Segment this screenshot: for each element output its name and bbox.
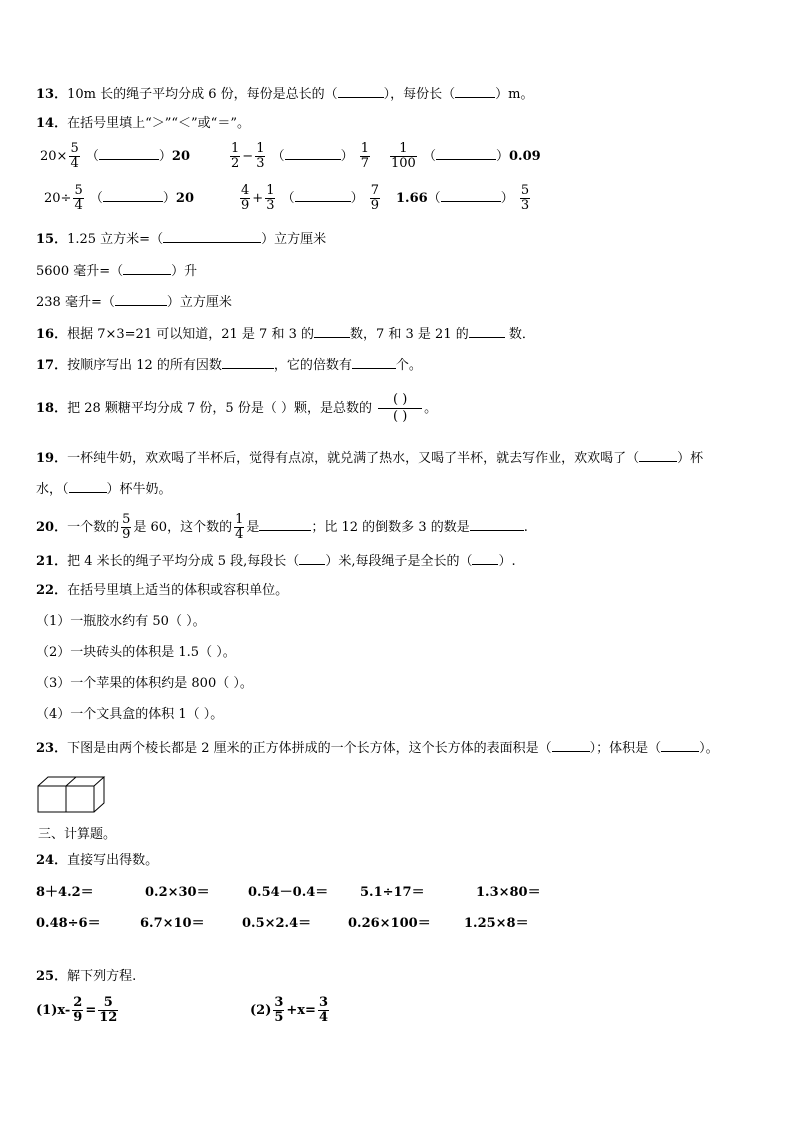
answer-blank[interactable] (661, 738, 699, 752)
numerator: 1 (256, 141, 265, 156)
number: 1.66 (396, 191, 428, 206)
answer-blank[interactable] (299, 551, 325, 565)
operator: − (242, 149, 254, 164)
numerator: 5 (70, 141, 79, 156)
denominator: 12 (99, 1010, 118, 1025)
question-22 (36, 583, 288, 599)
fraction (370, 184, 380, 213)
compare-item (396, 184, 532, 213)
paren: （ (85, 149, 99, 164)
calc-item: 0.26×100＝ (348, 916, 431, 931)
calc-item: 8＋4.2＝ (36, 885, 94, 900)
question-text: 238 毫升=（ (36, 295, 115, 310)
fraction (234, 513, 244, 542)
question-text: 数，7 和 3 是 21 的 (349, 327, 469, 342)
equation-text: (1)x- (36, 1003, 71, 1018)
question-19-b (36, 479, 172, 498)
question-text: 1.25 立方米=（ (67, 232, 164, 247)
question-text: ）。 (699, 741, 719, 756)
paren: （ (271, 149, 285, 164)
denominator: ( ) (378, 408, 422, 425)
denominator: 3 (520, 198, 530, 213)
denominator: 9 (241, 198, 250, 213)
question-number: 16． (36, 327, 68, 342)
denominator: 3 (256, 156, 265, 171)
paren: ） (158, 149, 172, 164)
numerator: ( ) (392, 392, 408, 407)
calc-item: 0.5×2.4＝ (242, 916, 312, 931)
question-number: 22． (36, 583, 68, 598)
question-number: 17． (36, 358, 68, 373)
question-text: 在括号里填上“＞”“＜”或“＝”。 (67, 116, 250, 131)
answer-blank[interactable] (469, 324, 505, 338)
answer-blank[interactable] (441, 188, 501, 202)
denominator: 2 (231, 156, 240, 171)
denominator: 9 (122, 527, 131, 542)
section-heading: 三、计算题。 (38, 827, 117, 842)
paren: （ (422, 149, 436, 164)
question-15 (36, 229, 326, 248)
calc-item: 5.1÷17＝ (360, 885, 425, 900)
fraction (265, 184, 275, 213)
numerator: 5 (74, 183, 83, 198)
calc-item: 6.7×10＝ (140, 916, 205, 931)
answer-blank[interactable] (103, 188, 163, 202)
number: 20 (171, 149, 190, 164)
equation-text: = (85, 1003, 97, 1018)
sub-question: （3）一个苹果的体积约是 800（ ）。 (36, 676, 253, 691)
compare-item (238, 184, 382, 213)
numerator: 1 (360, 141, 370, 156)
compare-item (40, 142, 190, 171)
question-text: 下图是由两个棱长都是 2 厘米的正方体拼成的一个长方体，这个长方体的表面积是（ (67, 741, 552, 756)
equation-text: (2) (250, 1003, 272, 1018)
question-text: 解下列方程. (67, 969, 137, 984)
compare-item (228, 142, 372, 171)
compare-item (388, 142, 541, 171)
denominator: 4 (318, 1010, 328, 1025)
paren: ） (340, 149, 354, 164)
equation-1 (36, 996, 120, 1025)
answer-blank[interactable] (259, 517, 311, 531)
question-text: 是 60，这个数的 (133, 520, 233, 535)
denominator: 7 (360, 156, 370, 171)
numerator: 1 (399, 141, 408, 156)
question-number: 23． (36, 741, 68, 756)
fraction (98, 996, 118, 1025)
fraction (520, 184, 530, 213)
question-text: 一个数的 (67, 520, 120, 535)
question-25 (36, 969, 136, 985)
equation-2 (250, 996, 331, 1025)
answer-blank[interactable] (338, 84, 384, 98)
denominator: 4 (74, 198, 83, 213)
fraction (255, 142, 265, 171)
question-text: ），每份长（ (383, 87, 456, 102)
question-16 (36, 324, 535, 343)
question-14 (36, 116, 250, 132)
cube-front-left (38, 786, 66, 812)
numerator: 5 (122, 512, 131, 527)
denominator: 9 (73, 1010, 83, 1025)
question-text: ）杯牛奶。 (106, 482, 172, 497)
answer-blank[interactable] (123, 261, 171, 275)
compare-item (44, 184, 194, 213)
fraction (390, 142, 417, 171)
operator: ÷ (60, 191, 72, 206)
question-text: 是 (246, 520, 260, 535)
numerator: 1 (231, 141, 240, 156)
answer-blank[interactable] (295, 188, 351, 202)
question-text: 个。 (395, 358, 422, 373)
calc-item: 1.3×80＝ (476, 885, 541, 900)
paren: ） (350, 191, 364, 206)
fraction (121, 513, 131, 542)
answer-blank[interactable] (455, 84, 495, 98)
cube-edge (66, 777, 76, 786)
question-number: 18． (36, 401, 68, 416)
number: 0.09 (509, 149, 541, 164)
cuboid-figure (36, 774, 108, 814)
answer-blank[interactable] (552, 738, 590, 752)
sub-question: （1）一瓶胶水约有 50（ ）。 (36, 614, 206, 629)
answer-blank[interactable] (352, 355, 396, 369)
calc-item: 0.54－0.4＝ (248, 885, 329, 900)
question-number: 13． (36, 87, 68, 102)
question-number: 20． (36, 520, 68, 535)
question-text: ）. (498, 554, 516, 569)
fraction (318, 996, 329, 1025)
fraction (240, 184, 250, 213)
question-text: 把 28 颗糖平均分成 7 份，5 份是（ ）颗，是总数的 (67, 401, 372, 416)
question-15-c (36, 292, 232, 311)
equation-text: +x= (286, 1003, 316, 1018)
calc-item: 1.25×8＝ (464, 916, 529, 931)
fraction (69, 142, 79, 171)
question-text: ）m。 (495, 87, 534, 102)
answer-blank[interactable] (115, 292, 167, 306)
cuboid-side (94, 777, 104, 812)
question-17 (36, 355, 422, 374)
question-13 (36, 84, 533, 103)
question-18 (36, 392, 437, 425)
answer-blank[interactable] (314, 324, 350, 338)
numerator: 4 (241, 183, 250, 198)
question-text: 5600 毫升=（ (36, 264, 124, 279)
question-number: 24． (36, 853, 68, 868)
question-text: ）立方厘米 (166, 295, 232, 310)
paren: ） (495, 149, 509, 164)
answer-blank[interactable] (436, 146, 496, 160)
question-text: 水，（ (36, 482, 69, 497)
question-text: . (523, 520, 528, 535)
question-text: 。 (424, 401, 438, 416)
question-text: ）米,每段绳子是全长的（ (325, 554, 473, 569)
answer-blank[interactable] (285, 146, 341, 160)
paren: （ (89, 191, 103, 206)
question-19 (36, 448, 703, 467)
calc-item: 0.2×30＝ (145, 885, 210, 900)
question-24 (36, 853, 158, 869)
operator: × (56, 149, 68, 164)
denominator: 9 (370, 198, 380, 213)
question-21 (36, 551, 516, 570)
numerator: 3 (274, 995, 284, 1010)
question-text: 10m 长的绳子平均分成 6 份，每份是总长的（ (67, 87, 338, 102)
answer-blank[interactable] (163, 229, 261, 243)
paren: ） (500, 191, 514, 206)
question-text: ；比 12 的倒数多 3 的数是 (311, 520, 470, 535)
numerator: 3 (318, 995, 328, 1010)
denominator: 3 (266, 198, 275, 213)
numerator: 7 (370, 183, 380, 198)
question-number: 19． (36, 451, 68, 466)
question-text: 根据 7×3=21 可以知道，21 是 7 和 3 的 (67, 327, 314, 342)
sub-question: （2）一块砖头的体积是 1.5（ ）。 (36, 645, 236, 660)
paren: （ (281, 191, 295, 206)
question-number: 25． (36, 969, 68, 984)
numerator: 1 (266, 183, 275, 198)
denominator: 5 (274, 1010, 284, 1025)
question-number: 15． (36, 232, 68, 247)
fraction (73, 184, 83, 213)
question-text: 把 4 米长的绳子平均分成 5 段,每段长（ (67, 554, 300, 569)
question-text: 直接写出得数。 (67, 853, 159, 868)
answer-blank[interactable] (69, 479, 107, 493)
paren: （ (427, 191, 441, 206)
answer-blank[interactable] (639, 448, 677, 462)
denominator: 4 (70, 156, 79, 171)
numerator: 1 (235, 512, 244, 527)
fraction (360, 142, 370, 171)
number: 20 (40, 149, 57, 164)
answer-blank[interactable] (472, 551, 498, 565)
cube-front-right (66, 786, 94, 812)
paren: ） (162, 191, 176, 206)
denominator: 4 (235, 527, 244, 542)
operator: + (252, 191, 264, 206)
question-text: 在括号里填上适当的体积或容积单位。 (67, 583, 289, 598)
answer-blank[interactable] (470, 517, 524, 531)
question-23 (36, 738, 719, 757)
question-text: 按顺序写出 12 的所有因数 (67, 358, 222, 373)
number: 20 (175, 191, 194, 206)
question-number: 14． (36, 116, 68, 131)
fraction (273, 996, 284, 1025)
denominator: 100 (391, 156, 416, 171)
answer-blank[interactable] (99, 146, 159, 160)
fraction-blank[interactable] (378, 392, 422, 425)
question-text: ，它的倍数有 (273, 358, 352, 373)
sub-question: （4）一个文具盒的体积 1（ ）。 (36, 707, 224, 722)
question-text: ）杯 (677, 451, 704, 466)
question-text: ）升 (171, 264, 198, 279)
question-15-b (36, 261, 197, 280)
fraction (230, 142, 240, 171)
number: 20 (44, 191, 61, 206)
calc-item: 0.48÷6＝ (36, 916, 101, 931)
fraction (72, 996, 83, 1025)
numerator: 5 (103, 995, 113, 1010)
question-text: ）立方厘米 (261, 232, 327, 247)
question-text: ）；体积是（ (589, 741, 662, 756)
question-text: 数． (504, 327, 535, 342)
numerator: 2 (73, 995, 83, 1010)
question-text: 一杯纯牛奶，欢欢喝了半杯后，觉得有点凉，就兑满了热水，又喝了半杯，就去写作业，欢欢喝了（ (67, 451, 640, 466)
question-number: 21． (36, 554, 68, 569)
question-20 (36, 513, 528, 542)
answer-blank[interactable] (222, 355, 274, 369)
numerator: 5 (520, 183, 530, 198)
